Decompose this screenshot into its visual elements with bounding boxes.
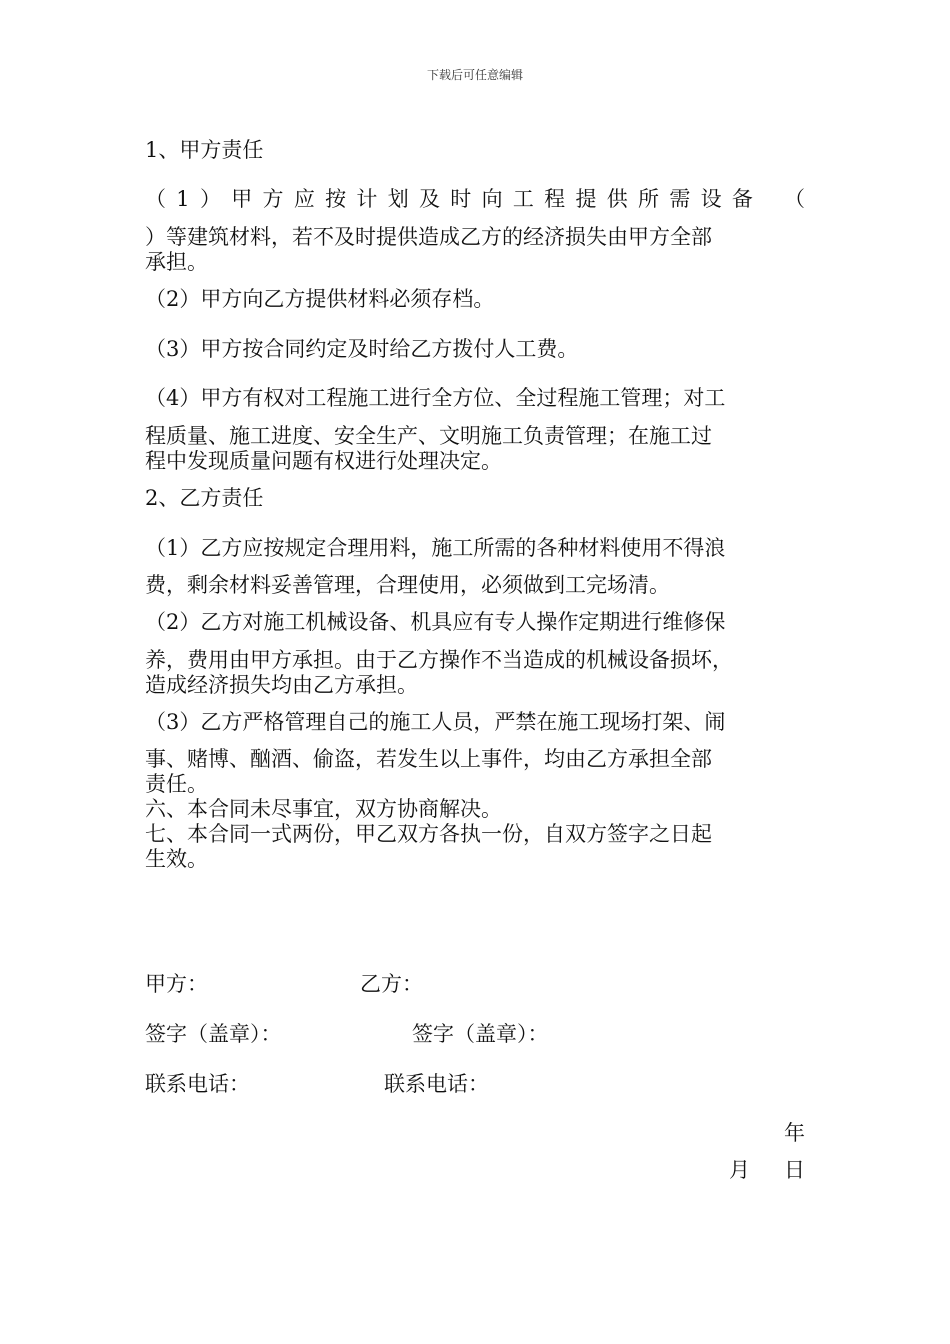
party-a-phone-label: 联系电话： bbox=[145, 1072, 250, 1096]
party-a-label: 甲方： bbox=[145, 972, 208, 996]
clause-a1-line3: 承担。 bbox=[145, 250, 208, 274]
article-six: 六、本合同未尽事宜，双方协商解决。 bbox=[145, 797, 502, 821]
clause-b2-line2: 养，费用由甲方承担。由于乙方操作不当造成的机械设备损坏， bbox=[145, 648, 733, 672]
section-heading-party-b: 2、乙方责任 bbox=[145, 486, 264, 510]
clause-a4-line1: （4）甲方有权对工程施工进行全方位、全过程施工管理；对工 bbox=[145, 386, 726, 410]
clause-b3-line2: 事、赌博、酗酒、偷盗，若发生以上事件，均由乙方承担全部 bbox=[145, 747, 712, 771]
date-month-label: 月 bbox=[729, 1158, 750, 1182]
clause-a1-line2: ）等建筑材料，若不及时提供造成乙方的经济损失由甲方全部 bbox=[145, 225, 712, 249]
article-seven-line1: 七、本合同一式两份，甲乙双方各执一份，自双方签字之日起 bbox=[145, 822, 712, 846]
party-b-signature-label: 签字（盖章）： bbox=[412, 1022, 549, 1046]
clause-a2: （2）甲方向乙方提供材料必须存档。 bbox=[145, 287, 495, 311]
party-b-phone-label: 联系电话： bbox=[384, 1072, 489, 1096]
clause-b3-line3: 责任。 bbox=[145, 772, 208, 796]
clause-b1-line2: 费，剩余材料妥善管理，合理使用，必须做到工完场清。 bbox=[145, 573, 670, 597]
date-day-label: 日 bbox=[784, 1158, 805, 1182]
clause-a3: （3）甲方按合同约定及时给乙方拨付人工费。 bbox=[145, 337, 579, 361]
party-b-label: 乙方： bbox=[360, 972, 423, 996]
article-seven-line2: 生效。 bbox=[145, 847, 208, 871]
clause-b2-line1: （2）乙方对施工机械设备、机具应有专人操作定期进行维修保 bbox=[145, 610, 726, 634]
clause-a1-line1: （1）甲方应按计划及时向工程提供所需设备 （ bbox=[145, 187, 805, 211]
date-year-label: 年 bbox=[784, 1121, 805, 1145]
party-a-signature-label: 签字（盖章）： bbox=[145, 1022, 282, 1046]
clause-a4-line2: 程质量、施工进度、安全生产、文明施工负责管理；在施工过 bbox=[145, 424, 712, 448]
page-header: 下载后可任意编辑 bbox=[426, 68, 523, 82]
clause-a4-line3: 程中发现质量问题有权进行处理决定。 bbox=[145, 449, 502, 473]
clause-b3-line1: （3）乙方严格管理自己的施工人员，严禁在施工现场打架、闹 bbox=[145, 710, 726, 734]
section-heading-party-a: 1、甲方责任 bbox=[145, 138, 264, 162]
clause-b2-line3: 造成经济损失均由乙方承担。 bbox=[145, 673, 418, 697]
clause-b1-line1: （1）乙方应按规定合理用料，施工所需的各种材料使用不得浪 bbox=[145, 536, 726, 560]
